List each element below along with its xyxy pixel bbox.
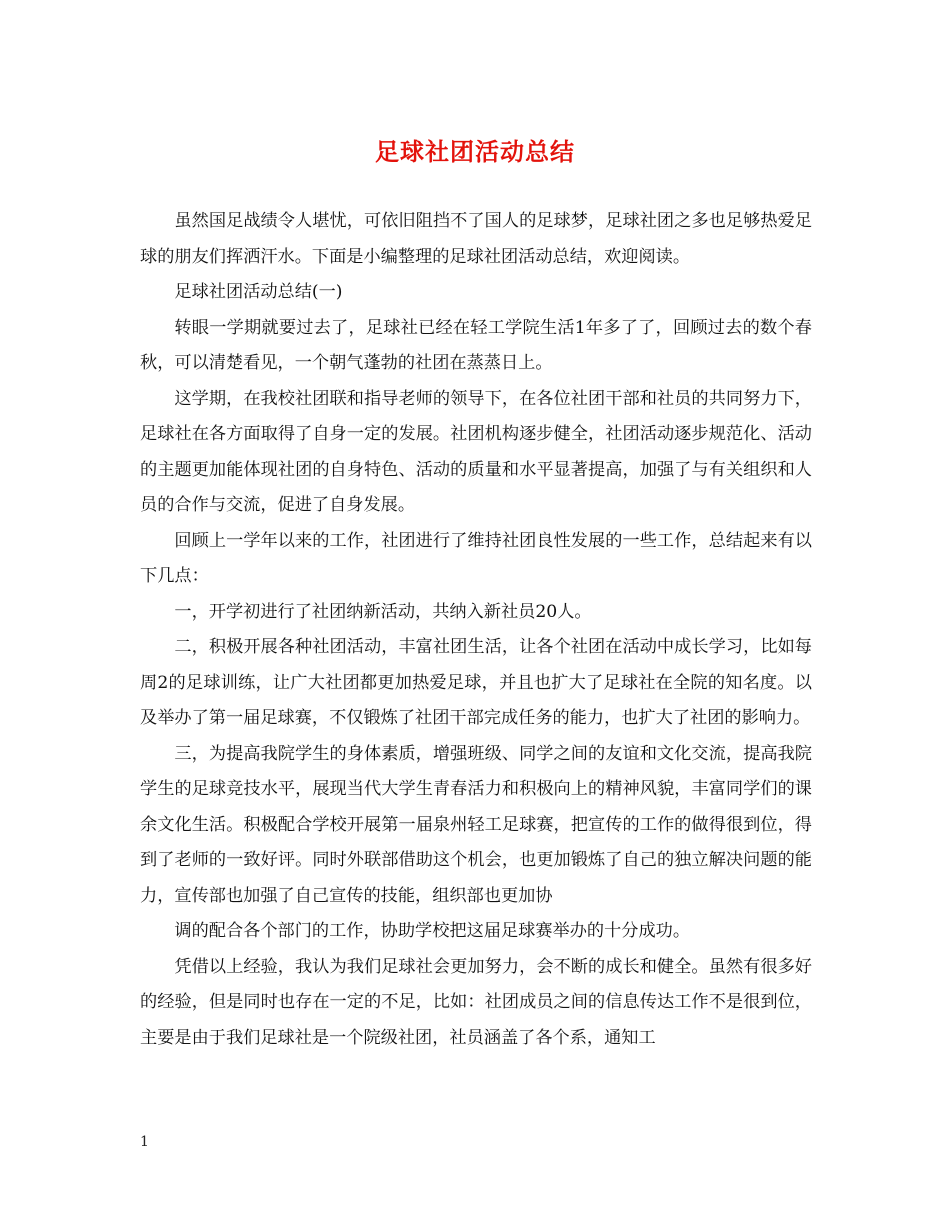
list-item-three: 三，为提高我院学生的身体素质，增强班级、同学之间的友谊和文化交流，提高我院学生的足球竞技水平，展现当代大学生青春活力和积极向上的精神风貌，丰富同学们的课余文化生活。积极配合学校开展第一届泉州轻工足球赛，把宣传的工作的做得很到位，得到了老师的一致好评。同时外联部借助这个机会，也更加锻炼了自己的独立解决问题的能力，宣传部也加强了自己宣传的技能，组织部也更加协	[140, 743, 812, 906]
list-item-two: 二，积极开展各种社团活动，丰富社团生活，让各个社团在活动中成长学习，比如每周2的足球训练，让广大社团都更加热爱足球，并且也扩大了足球社在全院的知名度。以及举办了第一届足球赛，不仅锻炼了社团干部完成任务的能力，也扩大了社团的影响力。	[140, 637, 812, 728]
document-body	[140, 204, 812, 1056]
paragraph: 这学期，在我校社团联和指导老师的领导下，在各位社团干部和社员的共同努力下，足球社在各方面取得了自身一定的发展。社团机构逐步健全，社团活动逐步规范化、活动的主题更加能体现社团的自身特色、活动的质量和水平显著提高，加强了与有关组织和人员的合作与交流，促进了自身发展。	[140, 388, 812, 515]
document-title: 足球社团活动总结	[375, 137, 575, 166]
page-number: 1	[140, 1134, 149, 1150]
list-item-one: 一，开学初进行了社团纳新活动，共纳入新社员20人。	[174, 601, 592, 622]
paragraph: 凭借以上经验，我认为我们足球社会更加努力，会不断的成长和健全。虽然有很多好的经验，但是同时也存在一定的不足，比如：社团成员之间的信息传达工作不是很到位，主要是由于我们足球社是一个院级社团，社员涵盖了各个系，通知工	[140, 956, 812, 1048]
paragraph: 转眼一学期就要过去了，足球社已经在轻工学院生活1年多了了，回顾过去的数个春秋，可以清楚看见，一个朝气蓬勃的社团在蒸蒸日上。	[140, 317, 812, 373]
paragraph: 调的配合各个部门的工作，协助学校把这届足球赛举办的十分成功。	[174, 921, 691, 941]
paragraph: 回顾上一学年以来的工作，社团进行了维持社团良性发展的一些工作，总结起来有以下几点：	[140, 530, 812, 586]
paragraph-intro: 虽然国足战绩令人堪忧，可依旧阻挡不了国人的足球梦，足球社团之多也足够热爱足球的朋友们挥洒汗水。下面是小编整理的足球社团活动总结，欢迎阅读。	[140, 211, 812, 267]
section-heading: 足球社团活动总结(一)	[174, 282, 343, 302]
